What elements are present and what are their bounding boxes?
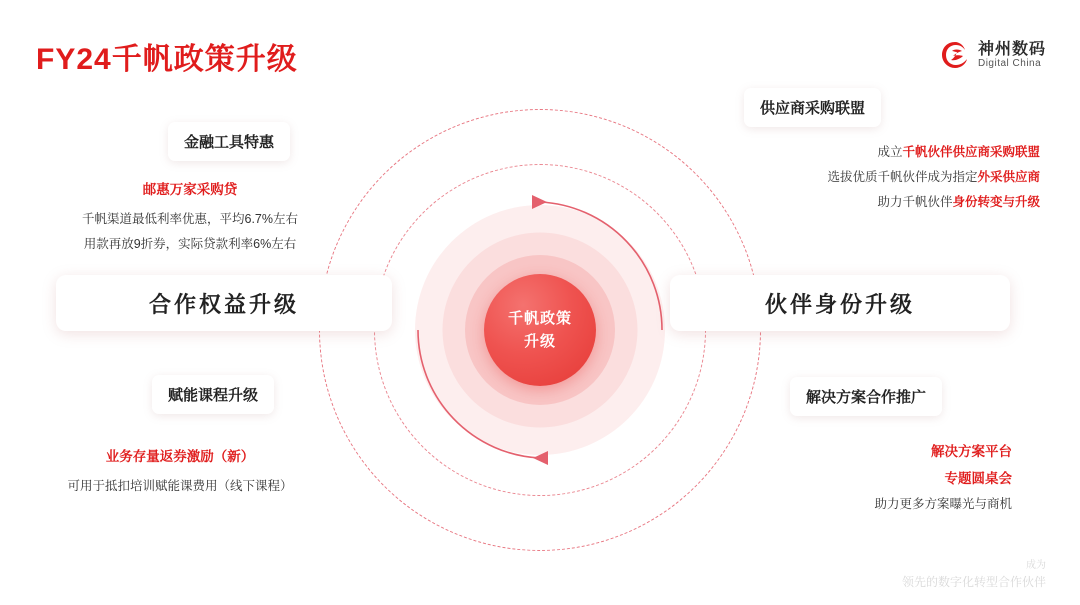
right-bottom-heading-2: 专题圆桌会 (944, 471, 1012, 486)
left-bottom-text-block (20, 443, 340, 499)
logo-text-cn: 神州数码 (977, 40, 1046, 58)
left-top-line-1: 千帆渠道最低利率优惠，平均6.7%左右 (82, 212, 298, 226)
pillar-left-label: 合作权益升级 (148, 291, 299, 317)
footer-line-2: 领先的数字化转型合作伙伴 (901, 575, 1046, 589)
chip-solution-promotion[interactable]: 解决方案合作推广 (790, 377, 942, 416)
footer-watermark (902, 558, 1046, 591)
pillar-right-label: 伙伴身份升级 (764, 291, 915, 317)
right-bottom-text-block (652, 438, 1012, 517)
page-title: FY24千帆政策升级 (36, 43, 298, 76)
chip-course-upgrade[interactable]: 赋能课程升级 (152, 375, 274, 414)
right-top-line-3: 助力千帆伙伴身份转变与升级 (877, 195, 1040, 209)
logo-text (978, 41, 1046, 70)
pillar-left-card[interactable] (56, 275, 392, 331)
right-bottom-heading-1: 解决方案平台 (931, 444, 1012, 459)
center-core-label (484, 274, 596, 386)
left-top-text-block (40, 176, 340, 257)
chip-financial-tools[interactable]: 金融工具特惠 (168, 122, 290, 161)
right-top-line-1: 成立千帆伙伴供应商采购联盟 (877, 145, 1040, 159)
center-line-2: 升级 (523, 333, 556, 350)
logo-text-en: Digital China (977, 58, 1042, 70)
chip-supplier-alliance[interactable]: 供应商采购联盟 (744, 88, 881, 127)
footer-line-1: 成为 (1026, 560, 1046, 571)
digital-china-logo-icon (940, 40, 970, 70)
center-line-1: 千帆政策 (507, 309, 572, 327)
left-bottom-line-1: 可用于抵扣培训赋能课费用（线下课程） (67, 479, 293, 493)
brand-logo (940, 40, 1046, 70)
left-top-heading: 邮惠万家采购贷 (142, 182, 238, 197)
left-bottom-heading: 业务存量返券激励（新） (105, 449, 255, 464)
pillar-right-card[interactable] (670, 275, 1010, 331)
right-top-line-2: 选拔优质千帆伙伴成为指定外采供应商 (827, 170, 1040, 184)
right-top-text-block (620, 140, 1040, 215)
left-top-line-2: 用款再放9折券，实际贷款利率6%左右 (83, 237, 297, 251)
right-bottom-line-1: 助力更多方案曝光与商机 (874, 497, 1012, 511)
